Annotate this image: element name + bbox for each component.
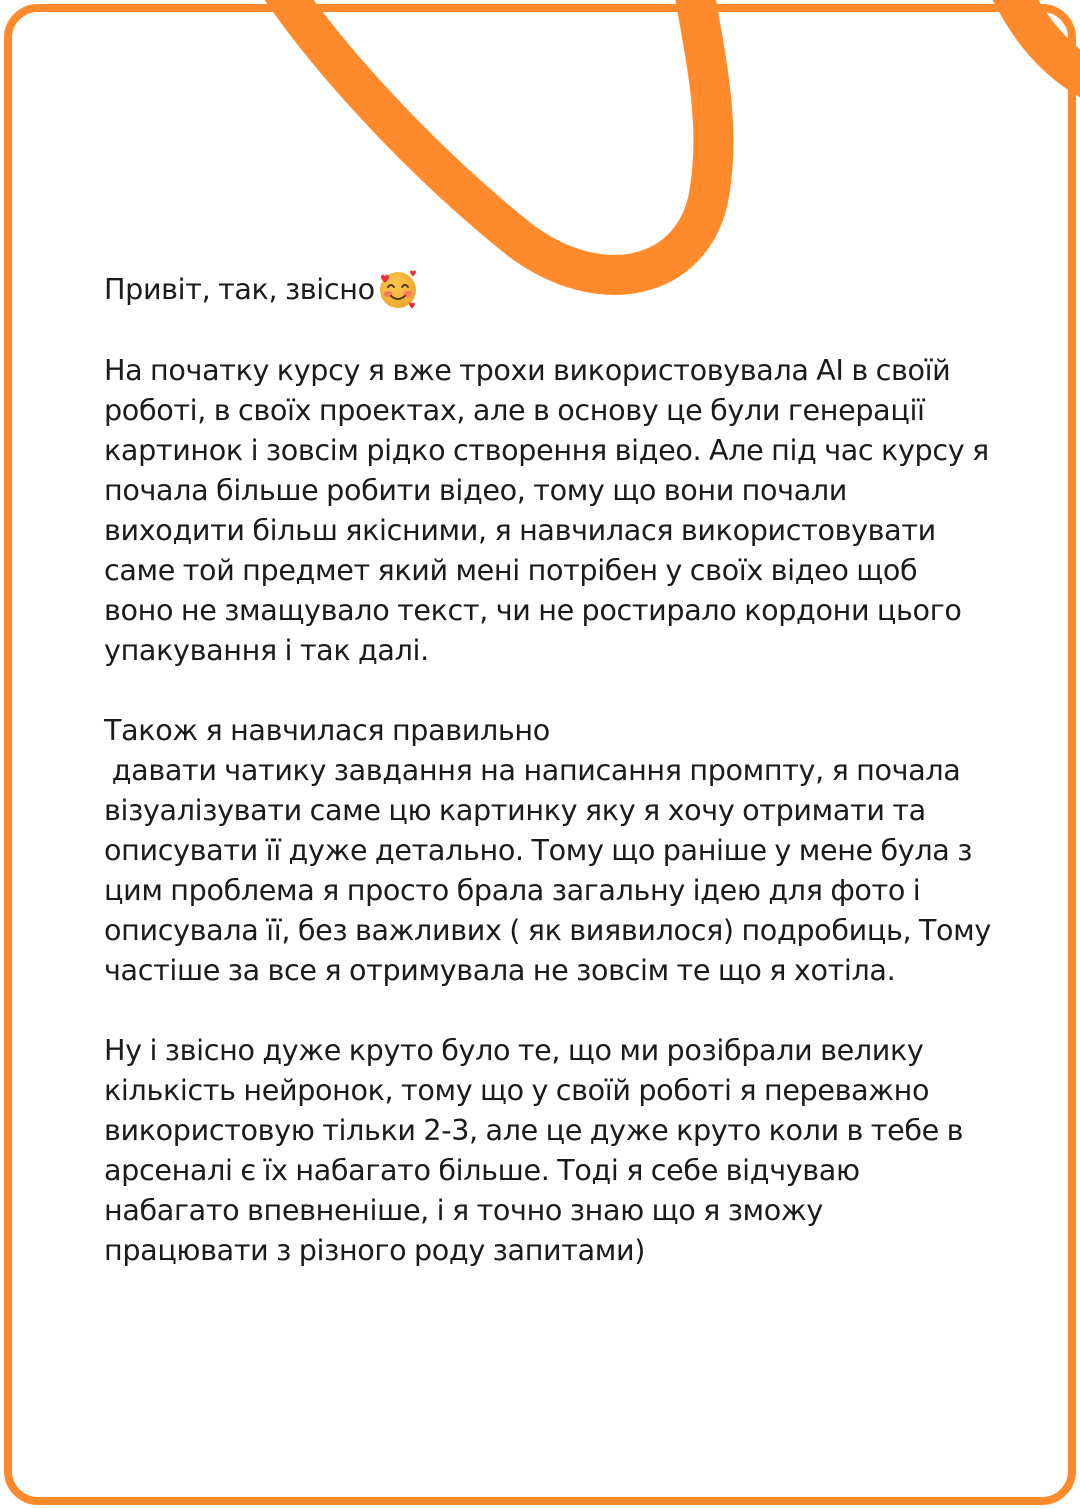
- paragraph-gap: [104, 990, 1004, 1030]
- paragraph-line: цим проблема я просто брала загальну ідею для фото і: [104, 873, 921, 907]
- paragraph-gap: [104, 310, 1004, 350]
- paragraph-line: описувати її дуже детально. Тому що раніше у мене була з: [104, 833, 973, 867]
- paragraph-1: [104, 350, 1004, 670]
- paragraph-line: На початку курсу я вже трохи використовувала AI в своїй: [104, 353, 951, 387]
- paragraph-line: упакування і так далі.: [104, 633, 429, 667]
- paragraph-3: [104, 1030, 1004, 1270]
- testimonial-message: [104, 262, 1004, 1270]
- paragraph-line: описувала її, без важливих ( як виявилося) подробиць, Тому: [104, 913, 991, 947]
- paragraph-line: працювати з різного роду запитами): [104, 1233, 646, 1267]
- paragraph-line: візуалізувати саме цю картинку яку я хочу отримати та: [104, 793, 926, 827]
- paragraph-line: Також я навчилася правильно: [104, 713, 550, 747]
- paragraph-line: давати чатику завдання на написання промпту, я почала: [104, 753, 961, 787]
- paragraph-line: частіше за все я отримувала не зовсім те що я хотіла.: [104, 953, 896, 987]
- paragraph-line: роботі, в своїх проектах, але в основу це були генерації: [104, 393, 925, 427]
- paragraph-line: використовую тільки 2-3, але це дуже круто коли в тебе в: [104, 1113, 964, 1147]
- smiling-face-with-hearts-icon: [377, 269, 419, 311]
- paragraph-2: [104, 710, 1004, 990]
- paragraph-line: арсеналі є їх набагато більше. Тоді я себе відчуваю: [104, 1153, 860, 1187]
- paragraph-gap: [104, 670, 1004, 710]
- paragraph-line: саме той предмет який мені потрібен у своїх відео щоб: [104, 553, 918, 587]
- greeting-text: Привіт, так, звісно: [104, 272, 375, 306]
- paragraph-line: кількість нейронок, тому що у своїй роботі я переважно: [104, 1073, 930, 1107]
- paragraph-line: картинок і зовсім рідко створення відео. Але під час курсу я: [104, 433, 989, 467]
- greeting-line: [104, 268, 1004, 310]
- paragraph-line: набагато впевненіше, і я точно знаю що я зможу: [104, 1193, 823, 1227]
- paragraph-line: почала більше робити відео, тому що вони почали: [104, 473, 848, 507]
- paragraph-line: виходити більш якісними, я навчилася використовувати: [104, 513, 936, 547]
- paragraph-line: Ну і звісно дуже круто було те, що ми розібрали велику: [104, 1033, 924, 1067]
- paragraph-line: воно не змащувало текст, чи не ростирало кордони цього: [104, 593, 962, 627]
